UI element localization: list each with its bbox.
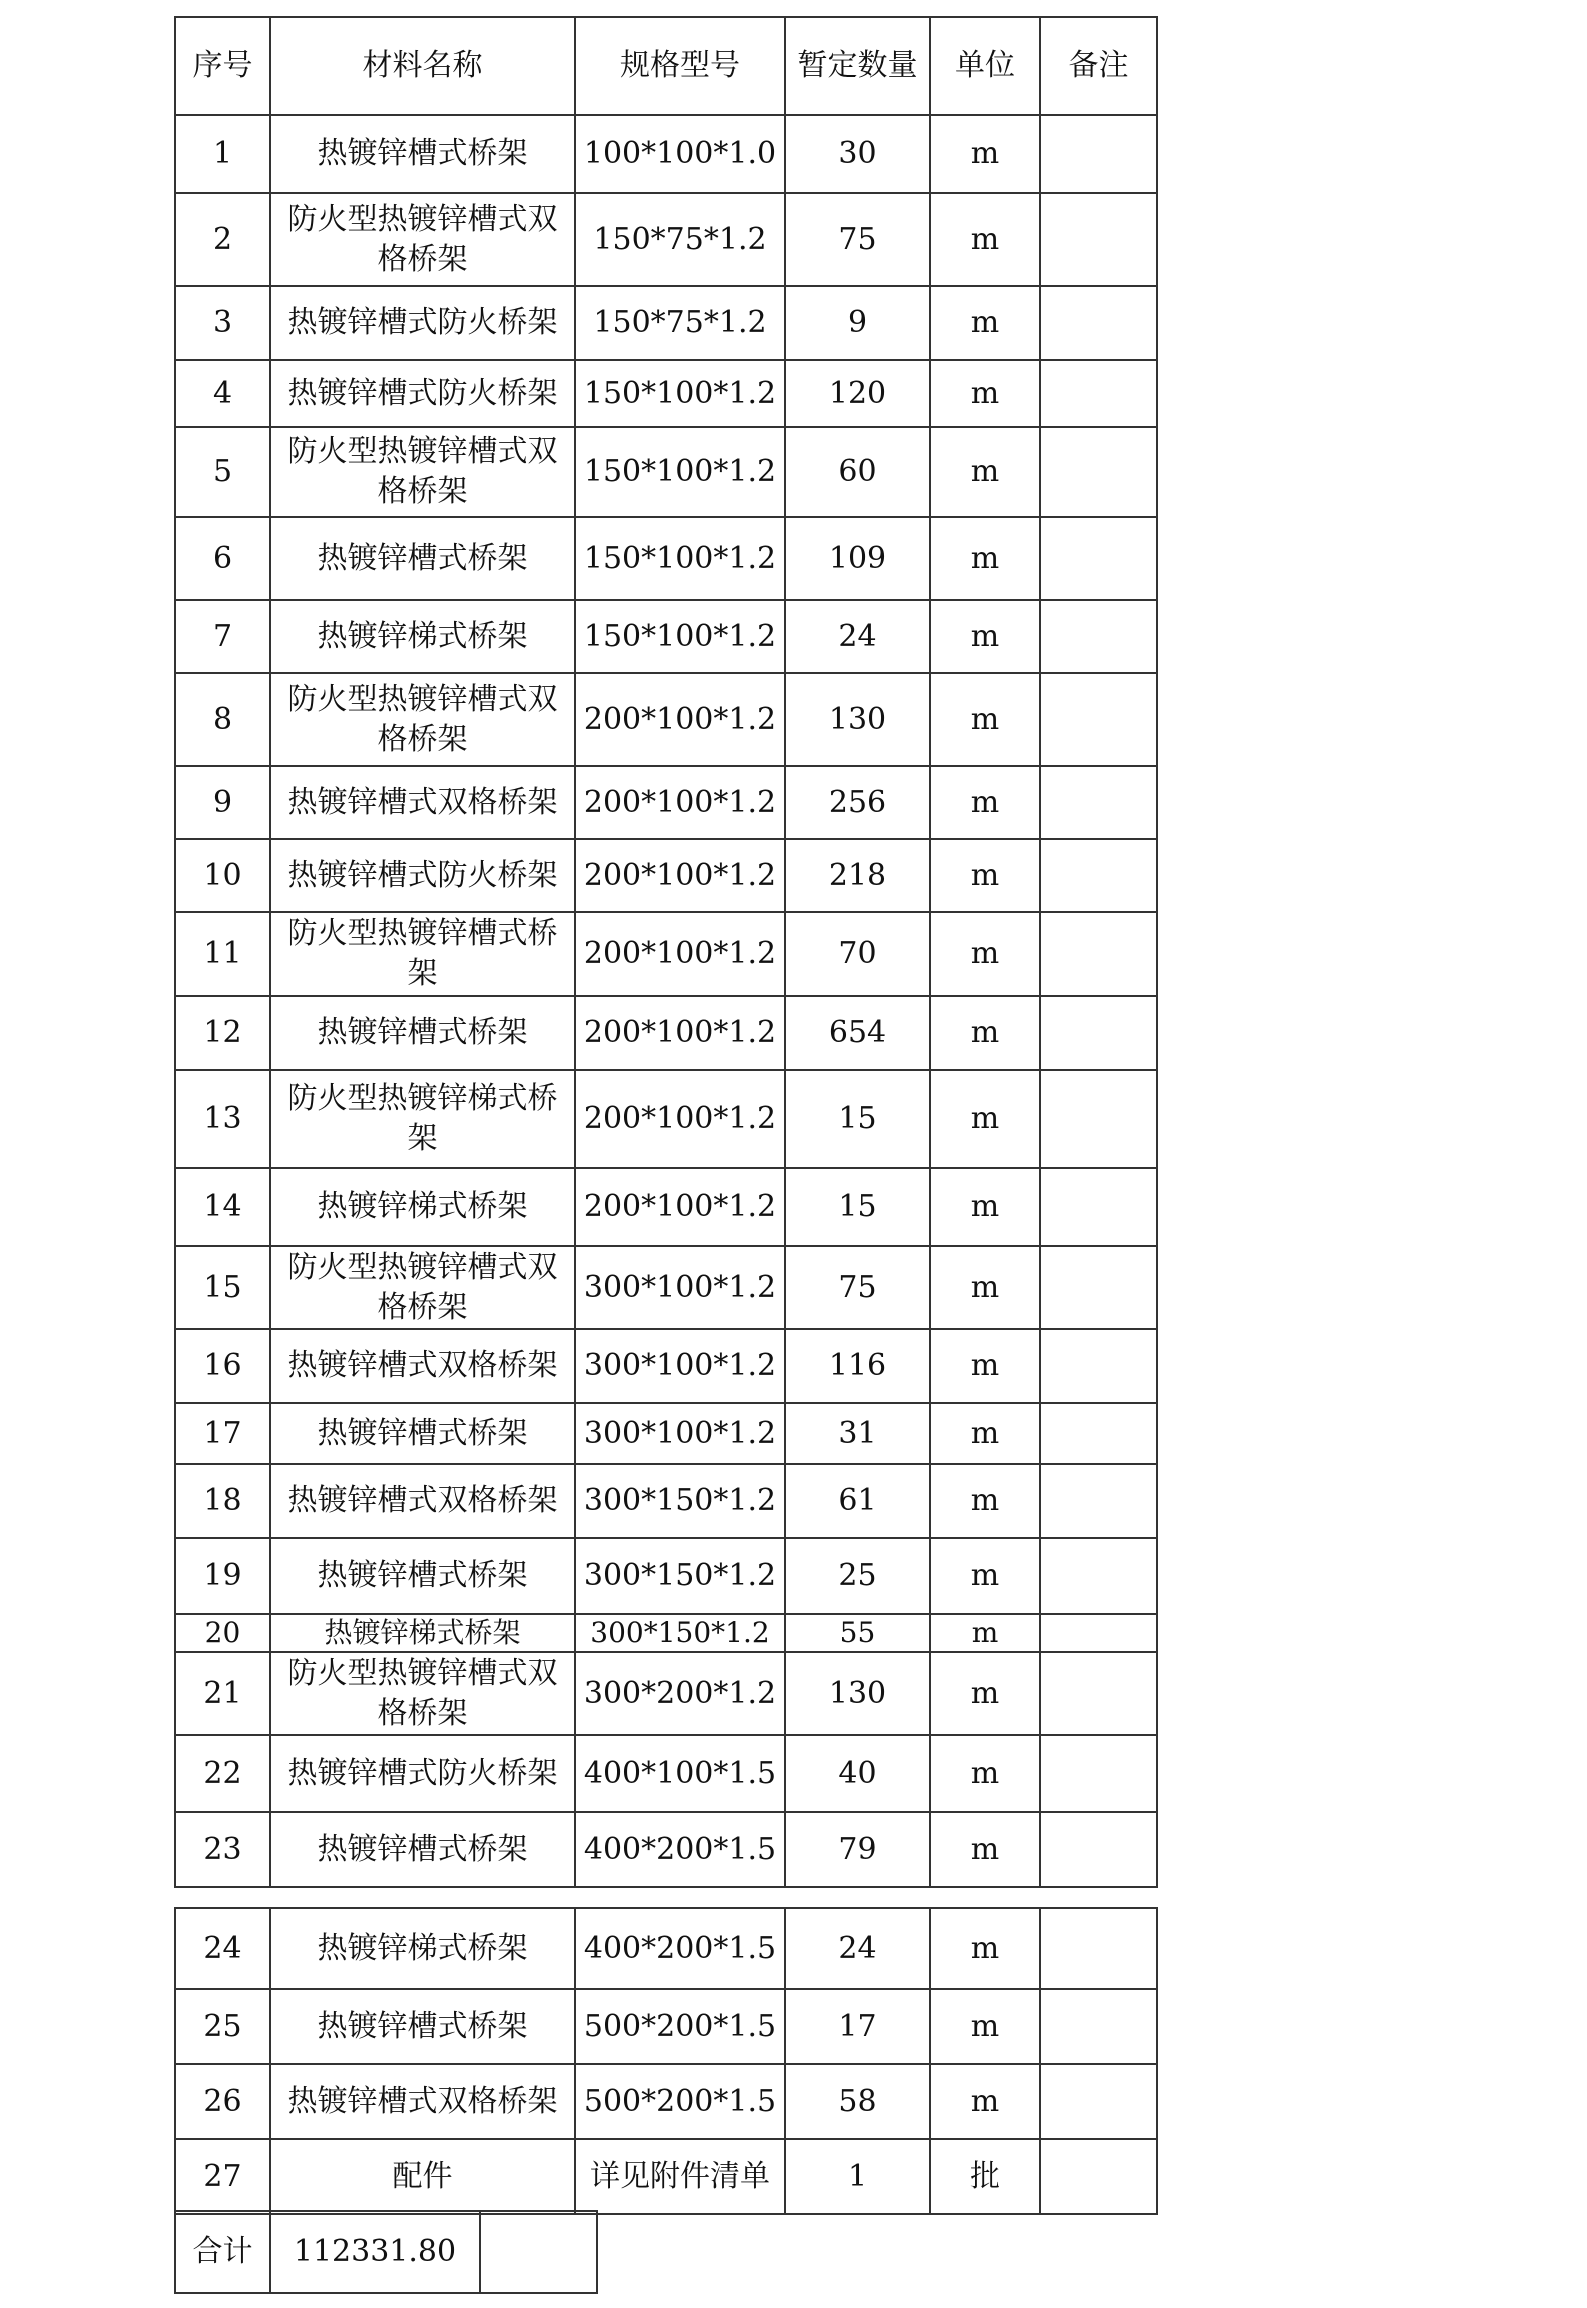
- table-row: [175, 1464, 1157, 1538]
- cell-note: [1040, 1329, 1157, 1403]
- table-row: [175, 1614, 1157, 1652]
- table-row: [175, 427, 1157, 517]
- cell-spec: 200*100*1.2: [575, 996, 785, 1070]
- cell-unit: m: [930, 1652, 1040, 1735]
- cell-qty: 1: [785, 2139, 930, 2214]
- cell-qty: 218: [785, 839, 930, 912]
- cell-no: 7: [175, 600, 270, 673]
- cell-no: 5: [175, 427, 270, 517]
- cell-note: [1040, 2064, 1157, 2139]
- cell-no: 16: [175, 1329, 270, 1403]
- cell-name: 热镀锌槽式桥架: [270, 517, 575, 600]
- cell-no: 12: [175, 996, 270, 1070]
- cell-note: [1040, 1403, 1157, 1464]
- cell-name: 热镀锌梯式桥架: [270, 1908, 575, 1989]
- cell-spec: 150*100*1.2: [575, 600, 785, 673]
- cell-name: 热镀锌槽式防火桥架: [270, 286, 575, 360]
- cell-spec: 400*200*1.5: [575, 1908, 785, 1989]
- cell-spec: 200*100*1.2: [575, 1168, 785, 1246]
- cell-unit: m: [930, 1464, 1040, 1538]
- cell-no: 11: [175, 912, 270, 996]
- cell-qty: 30: [785, 115, 930, 193]
- cell-spec: 详见附件清单: [575, 2139, 785, 2214]
- cell-unit: m: [930, 1168, 1040, 1246]
- table-row: [175, 2139, 1157, 2214]
- cell-name: 防火型热镀锌槽式双格桥架: [270, 1246, 575, 1329]
- cell-no: 27: [175, 2139, 270, 2214]
- cell-no: 8: [175, 673, 270, 766]
- cell-no: 26: [175, 2064, 270, 2139]
- cell-note: [1040, 1246, 1157, 1329]
- table-row: [175, 996, 1157, 1070]
- table-row: [175, 1908, 1157, 1989]
- cell-name: 热镀锌槽式防火桥架: [270, 360, 575, 427]
- table-row: [175, 2064, 1157, 2139]
- total-extra: [480, 2211, 597, 2293]
- cell-note: [1040, 1735, 1157, 1812]
- cell-qty: 25: [785, 1538, 930, 1614]
- cell-no: 22: [175, 1735, 270, 1812]
- table-row: [175, 517, 1157, 600]
- cell-qty: 61: [785, 1464, 930, 1538]
- cell-note: [1040, 1070, 1157, 1168]
- cell-spec: 300*200*1.2: [575, 1652, 785, 1735]
- cell-name: 热镀锌槽式防火桥架: [270, 839, 575, 912]
- cell-unit: m: [930, 1614, 1040, 1652]
- cell-name: 热镀锌槽式桥架: [270, 115, 575, 193]
- cell-note: [1040, 673, 1157, 766]
- cell-qty: 60: [785, 427, 930, 517]
- cell-unit: m: [930, 996, 1040, 1070]
- cell-note: [1040, 1812, 1157, 1887]
- table-row: [175, 286, 1157, 360]
- cell-name: 配件: [270, 2139, 575, 2214]
- cell-spec: 150*75*1.2: [575, 286, 785, 360]
- cell-note: [1040, 1652, 1157, 1735]
- cell-unit: m: [930, 1812, 1040, 1887]
- cell-qty: 31: [785, 1403, 930, 1464]
- cell-qty: 9: [785, 286, 930, 360]
- table-row: [175, 1246, 1157, 1329]
- cell-note: [1040, 1908, 1157, 1989]
- cell-no: 2: [175, 193, 270, 286]
- header-cell-unit: 单位: [930, 17, 1040, 115]
- cell-no: 20: [175, 1614, 270, 1652]
- cell-qty: 58: [785, 2064, 930, 2139]
- cell-qty: 654: [785, 996, 930, 1070]
- cell-spec: 400*100*1.5: [575, 1735, 785, 1812]
- cell-unit: m: [930, 766, 1040, 839]
- cell-qty: 79: [785, 1812, 930, 1887]
- table-row: [175, 1538, 1157, 1614]
- table-row: [175, 839, 1157, 912]
- table-row: [175, 115, 1157, 193]
- cell-no: 25: [175, 1989, 270, 2064]
- table-row: [175, 1812, 1157, 1887]
- cell-spec: 200*100*1.2: [575, 1070, 785, 1168]
- header-cell-note: 备注: [1040, 17, 1157, 115]
- cell-unit: m: [930, 427, 1040, 517]
- cell-unit: m: [930, 1538, 1040, 1614]
- total-label: 合计: [175, 2211, 270, 2293]
- cell-note: [1040, 427, 1157, 517]
- cell-spec: 200*100*1.2: [575, 673, 785, 766]
- table-row: [175, 1989, 1157, 2064]
- materials-table-continued: [174, 1907, 1158, 2215]
- table-row: [175, 1403, 1157, 1464]
- table-row: [175, 1735, 1157, 1812]
- cell-unit: m: [930, 193, 1040, 286]
- cell-no: 9: [175, 766, 270, 839]
- header-cell-qty: 暂定数量: [785, 17, 930, 115]
- cell-unit: m: [930, 839, 1040, 912]
- table-row: [175, 600, 1157, 673]
- cell-qty: 109: [785, 517, 930, 600]
- cell-unit: m: [930, 1246, 1040, 1329]
- cell-no: 4: [175, 360, 270, 427]
- cell-qty: 130: [785, 1652, 930, 1735]
- cell-no: 10: [175, 839, 270, 912]
- cell-no: 17: [175, 1403, 270, 1464]
- cell-spec: 300*100*1.2: [575, 1246, 785, 1329]
- cell-unit: m: [930, 286, 1040, 360]
- table-row: [175, 673, 1157, 766]
- cell-qty: 40: [785, 1735, 930, 1812]
- cell-unit: m: [930, 360, 1040, 427]
- total-value: 112331.80: [270, 2211, 480, 2293]
- cell-name: 防火型热镀锌槽式双格桥架: [270, 673, 575, 766]
- cell-spec: 300*150*1.2: [575, 1538, 785, 1614]
- cell-name: 防火型热镀锌槽式桥架: [270, 912, 575, 996]
- cell-spec: 500*200*1.5: [575, 1989, 785, 2064]
- cell-note: [1040, 193, 1157, 286]
- cell-no: 18: [175, 1464, 270, 1538]
- cell-name: 热镀锌槽式桥架: [270, 1989, 575, 2064]
- cell-unit: m: [930, 600, 1040, 673]
- header-row: [175, 17, 1157, 115]
- cell-note: [1040, 766, 1157, 839]
- cell-name: 热镀锌槽式桥架: [270, 1403, 575, 1464]
- cell-spec: 200*100*1.2: [575, 766, 785, 839]
- cell-unit: m: [930, 1403, 1040, 1464]
- cell-unit: m: [930, 1908, 1040, 1989]
- cell-spec: 300*100*1.2: [575, 1329, 785, 1403]
- cell-name: 热镀锌槽式双格桥架: [270, 1329, 575, 1403]
- cell-name: 热镀锌槽式防火桥架: [270, 1735, 575, 1812]
- cell-name: 防火型热镀锌槽式双格桥架: [270, 427, 575, 517]
- cell-qty: 75: [785, 1246, 930, 1329]
- table-row: [175, 1652, 1157, 1735]
- table-row: [175, 193, 1157, 286]
- cell-spec: 300*150*1.2: [575, 1614, 785, 1652]
- total-table: [174, 2210, 598, 2294]
- cell-spec: 200*100*1.2: [575, 839, 785, 912]
- cell-no: 24: [175, 1908, 270, 1989]
- cell-note: [1040, 2139, 1157, 2214]
- cell-spec: 500*200*1.5: [575, 2064, 785, 2139]
- cell-note: [1040, 115, 1157, 193]
- table-row: [175, 1168, 1157, 1246]
- cell-unit: 批: [930, 2139, 1040, 2214]
- cell-note: [1040, 996, 1157, 1070]
- cell-note: [1040, 1168, 1157, 1246]
- cell-qty: 130: [785, 673, 930, 766]
- cell-qty: 75: [785, 193, 930, 286]
- cell-spec: 150*75*1.2: [575, 193, 785, 286]
- materials-table-main: [174, 16, 1158, 1888]
- cell-spec: 150*100*1.2: [575, 360, 785, 427]
- cell-spec: 100*100*1.0: [575, 115, 785, 193]
- cell-name: 热镀锌槽式桥架: [270, 1812, 575, 1887]
- cell-unit: m: [930, 517, 1040, 600]
- cell-qty: 116: [785, 1329, 930, 1403]
- cell-qty: 24: [785, 600, 930, 673]
- cell-qty: 120: [785, 360, 930, 427]
- cell-unit: m: [930, 1070, 1040, 1168]
- cell-note: [1040, 839, 1157, 912]
- cell-name: 防火型热镀锌槽式双格桥架: [270, 193, 575, 286]
- cell-no: 23: [175, 1812, 270, 1887]
- cell-unit: m: [930, 1329, 1040, 1403]
- cell-no: 21: [175, 1652, 270, 1735]
- cell-name: 热镀锌梯式桥架: [270, 1168, 575, 1246]
- cell-no: 13: [175, 1070, 270, 1168]
- cell-note: [1040, 517, 1157, 600]
- cell-note: [1040, 1538, 1157, 1614]
- cell-unit: m: [930, 2064, 1040, 2139]
- cell-no: 1: [175, 115, 270, 193]
- cell-no: 3: [175, 286, 270, 360]
- header-cell-spec: 规格型号: [575, 17, 785, 115]
- cell-qty: 15: [785, 1070, 930, 1168]
- cell-unit: m: [930, 1735, 1040, 1812]
- cell-spec: 200*100*1.2: [575, 912, 785, 996]
- cell-note: [1040, 286, 1157, 360]
- cell-note: [1040, 360, 1157, 427]
- cell-note: [1040, 1989, 1157, 2064]
- cell-spec: 150*100*1.2: [575, 427, 785, 517]
- cell-note: [1040, 1464, 1157, 1538]
- cell-name: 热镀锌槽式桥架: [270, 996, 575, 1070]
- cell-qty: 24: [785, 1908, 930, 1989]
- cell-qty: 17: [785, 1989, 930, 2064]
- cell-qty: 256: [785, 766, 930, 839]
- table-row: [175, 766, 1157, 839]
- cell-unit: m: [930, 673, 1040, 766]
- cell-name: 热镀锌梯式桥架: [270, 600, 575, 673]
- cell-name: 热镀锌槽式桥架: [270, 1538, 575, 1614]
- cell-name: 防火型热镀锌梯式桥架: [270, 1070, 575, 1168]
- cell-name: 防火型热镀锌槽式双格桥架: [270, 1652, 575, 1735]
- cell-no: 14: [175, 1168, 270, 1246]
- cell-spec: 400*200*1.5: [575, 1812, 785, 1887]
- cell-name: 热镀锌槽式双格桥架: [270, 766, 575, 839]
- table-row: [175, 360, 1157, 427]
- table-row: [175, 1070, 1157, 1168]
- table-row: [175, 1329, 1157, 1403]
- cell-note: [1040, 600, 1157, 673]
- cell-name: 热镀锌槽式双格桥架: [270, 1464, 575, 1538]
- cell-unit: m: [930, 912, 1040, 996]
- cell-no: 15: [175, 1246, 270, 1329]
- cell-no: 6: [175, 517, 270, 600]
- cell-qty: 55: [785, 1614, 930, 1652]
- header-cell-no: 序号: [175, 17, 270, 115]
- cell-qty: 15: [785, 1168, 930, 1246]
- cell-unit: m: [930, 115, 1040, 193]
- cell-unit: m: [930, 1989, 1040, 2064]
- cell-spec: 150*100*1.2: [575, 517, 785, 600]
- cell-note: [1040, 1614, 1157, 1652]
- cell-qty: 70: [785, 912, 930, 996]
- table-row: [175, 912, 1157, 996]
- cell-name: 热镀锌梯式桥架: [270, 1614, 575, 1652]
- cell-spec: 300*100*1.2: [575, 1403, 785, 1464]
- cell-spec: 300*150*1.2: [575, 1464, 785, 1538]
- cell-name: 热镀锌槽式双格桥架: [270, 2064, 575, 2139]
- header-cell-name: 材料名称: [270, 17, 575, 115]
- total-row: [175, 2211, 597, 2293]
- cell-note: [1040, 912, 1157, 996]
- cell-no: 19: [175, 1538, 270, 1614]
